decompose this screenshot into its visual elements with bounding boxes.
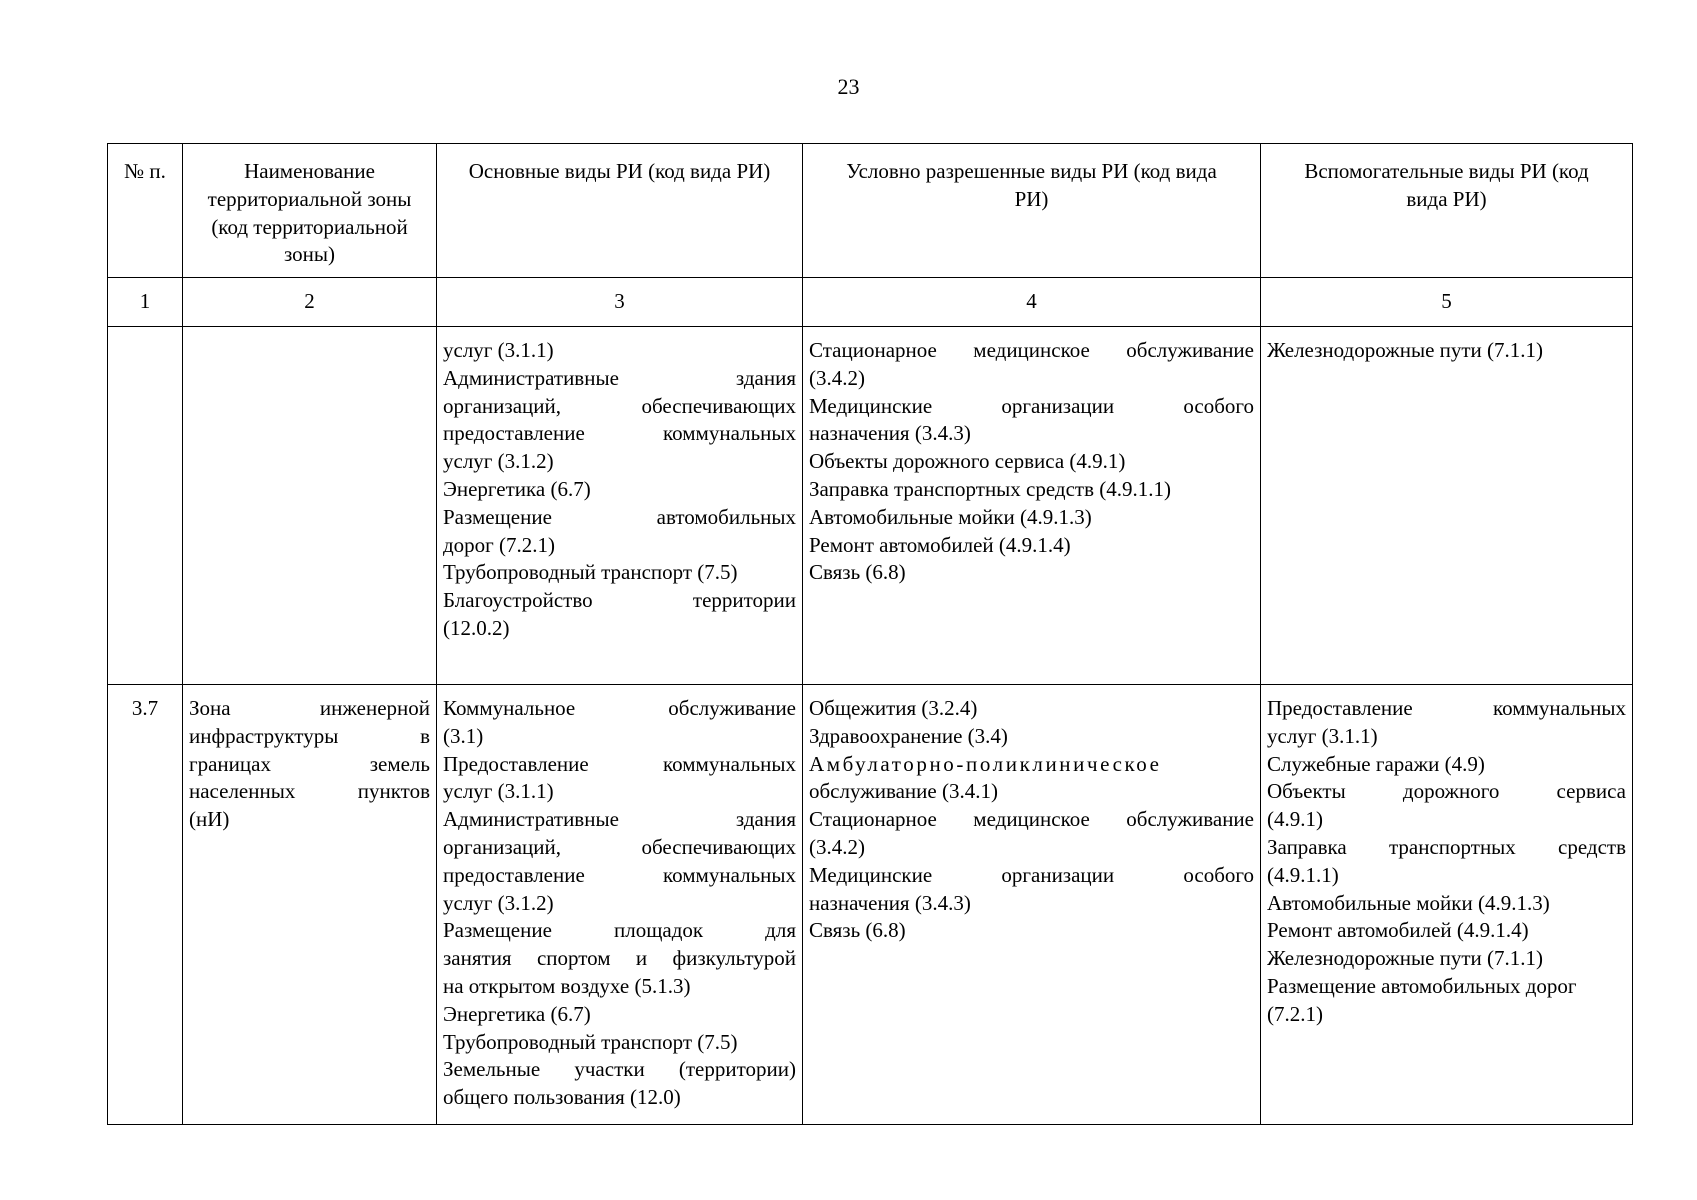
- use-line: Размещение автомобильных: [443, 504, 796, 529]
- use-line: Ремонт автомобилей (4.9.1.4): [1267, 918, 1529, 943]
- use-line: услуг (3.1.1): [443, 338, 554, 362]
- table-row-continuation: [108, 327, 1633, 685]
- header-line: территориальной зоны: [207, 186, 412, 211]
- auxiliary-uses-cell: [1261, 685, 1633, 1125]
- zone-line: Зона инженерной: [189, 696, 430, 720]
- use-line: Размещение автомобильных дорог: [1267, 973, 1577, 998]
- column-number: 3: [437, 278, 803, 327]
- zone-line: инфраструктуры в: [189, 723, 430, 748]
- use-line: назначения (3.4.3): [809, 890, 971, 915]
- use-line: Энергетика (6.7): [443, 1001, 591, 1026]
- table-header-row: [108, 144, 1633, 278]
- use-line: Железнодорожные пути (7.1.1): [1267, 946, 1544, 971]
- use-line: Амбулаторно-поликлиническое: [809, 751, 1162, 776]
- header-line: Наименование: [244, 159, 375, 183]
- zone-name-cell: [183, 327, 437, 685]
- use-line: (4.9.1): [1267, 807, 1323, 832]
- header-line: вида РИ): [1406, 186, 1487, 211]
- header-line: РИ): [1014, 186, 1049, 211]
- use-line: (4.9.1.1): [1267, 862, 1339, 887]
- header-auxiliary-uses: [1261, 144, 1633, 278]
- column-number: 4: [803, 278, 1261, 327]
- use-line: занятия спортом и физкультурой: [443, 946, 796, 971]
- column-number: 1: [108, 278, 183, 327]
- use-line: Стационарное медицинское обслуживание: [809, 338, 1254, 362]
- use-line: Железнодорожные пути (7.1.1): [1267, 338, 1544, 362]
- use-line: услуг (3.1.2): [443, 890, 554, 915]
- use-line: (3.4.2): [809, 834, 865, 859]
- use-line: предоставление коммунальных: [443, 421, 796, 446]
- use-line: Автомобильные мойки (4.9.1.3): [809, 504, 1092, 529]
- use-line: (3.4.2): [809, 365, 865, 390]
- main-uses-cell: [437, 327, 803, 685]
- use-line: Предоставление коммунальных: [1267, 696, 1626, 720]
- column-number: 2: [183, 278, 437, 327]
- use-line: Энергетика (6.7): [443, 476, 591, 501]
- use-line: Медицинские организации особого: [809, 393, 1254, 418]
- use-line: предоставление коммунальных: [443, 862, 796, 887]
- use-line: организаций, обеспечивающих: [443, 834, 796, 859]
- use-line: Ремонт автомобилей (4.9.1.4): [809, 532, 1071, 557]
- use-line: Заправка транспортных средств: [1267, 834, 1626, 859]
- zone-line: населенных пунктов: [189, 779, 430, 804]
- use-line: услуг (3.1.1): [443, 779, 554, 804]
- use-line: Связь (6.8): [809, 918, 906, 943]
- auxiliary-uses-cell: [1261, 327, 1633, 685]
- header-line: (код территориальной: [211, 214, 408, 239]
- use-line: Автомобильные мойки (4.9.1.3): [1267, 890, 1550, 915]
- use-line: услуг (3.1.1): [1267, 723, 1378, 748]
- use-line: организаций, обеспечивающих: [443, 393, 796, 418]
- use-line: Служебные гаражи (4.9): [1267, 751, 1485, 776]
- use-line: общего пользования (12.0): [443, 1085, 681, 1110]
- zone-name-cell: [183, 685, 437, 1125]
- table-row-3-7: [108, 685, 1633, 1125]
- main-uses-cell: [437, 685, 803, 1125]
- use-line: Трубопроводный транспорт (7.5): [443, 560, 738, 585]
- use-line: (3.1): [443, 723, 484, 748]
- use-line: Предоставление коммунальных: [443, 751, 796, 776]
- header-line: зоны): [283, 242, 335, 267]
- use-line: Благоустройство территории: [443, 588, 796, 613]
- use-line: на открытом воздухе (5.1.3): [443, 973, 691, 998]
- column-number: 5: [1261, 278, 1633, 327]
- row-number-cell: [108, 327, 183, 685]
- row-number-cell: 3.7: [108, 685, 183, 1125]
- conditional-uses-cell: [803, 685, 1261, 1125]
- header-zone-name: [183, 144, 437, 278]
- use-line: Трубопроводный транспорт (7.5): [443, 1029, 738, 1054]
- use-line: услуг (3.1.2): [443, 449, 554, 474]
- use-line: Здравоохранение (3.4): [809, 723, 1008, 748]
- conditional-uses-cell: [803, 327, 1261, 685]
- header-number: № п.: [108, 144, 183, 278]
- column-number-row: [108, 278, 1633, 327]
- use-line: Стационарное медицинское обслуживание: [809, 807, 1254, 832]
- use-line: Размещение площадок для: [443, 918, 796, 943]
- header-line: Условно разрешенные виды РИ (код вида: [846, 159, 1217, 183]
- zone-line: границах земель: [189, 751, 430, 776]
- use-line: Общежития (3.2.4): [809, 696, 978, 720]
- use-line: (7.2.1): [1267, 1001, 1323, 1026]
- use-line: Объекты дорожного сервиса (4.9.1): [809, 449, 1126, 474]
- use-line: обслуживание (3.4.1): [809, 779, 998, 804]
- use-line: Объекты дорожного сервиса: [1267, 779, 1626, 804]
- use-line: дорог (7.2.1): [443, 532, 556, 557]
- page-number: 23: [837, 74, 860, 99]
- use-line: назначения (3.4.3): [809, 421, 971, 446]
- use-line: Заправка транспортных средств (4.9.1.1): [809, 476, 1171, 501]
- use-line: Коммунальное обслуживание: [443, 696, 796, 720]
- use-line: Административные здания: [443, 807, 796, 832]
- header-line: Вспомогательные виды РИ (код: [1304, 159, 1589, 183]
- use-line: Административные здания: [443, 365, 796, 390]
- use-line: (12.0.2): [443, 615, 510, 640]
- zones-table: [107, 143, 1633, 1125]
- header-main-uses: Основные виды РИ (код вида РИ): [437, 144, 803, 278]
- use-line: Связь (6.8): [809, 560, 906, 585]
- header-conditional-uses: [803, 144, 1261, 278]
- zone-line: (нИ): [189, 807, 230, 832]
- use-line: Земельные участки (территории): [443, 1057, 796, 1082]
- use-line: Медицинские организации особого: [809, 862, 1254, 887]
